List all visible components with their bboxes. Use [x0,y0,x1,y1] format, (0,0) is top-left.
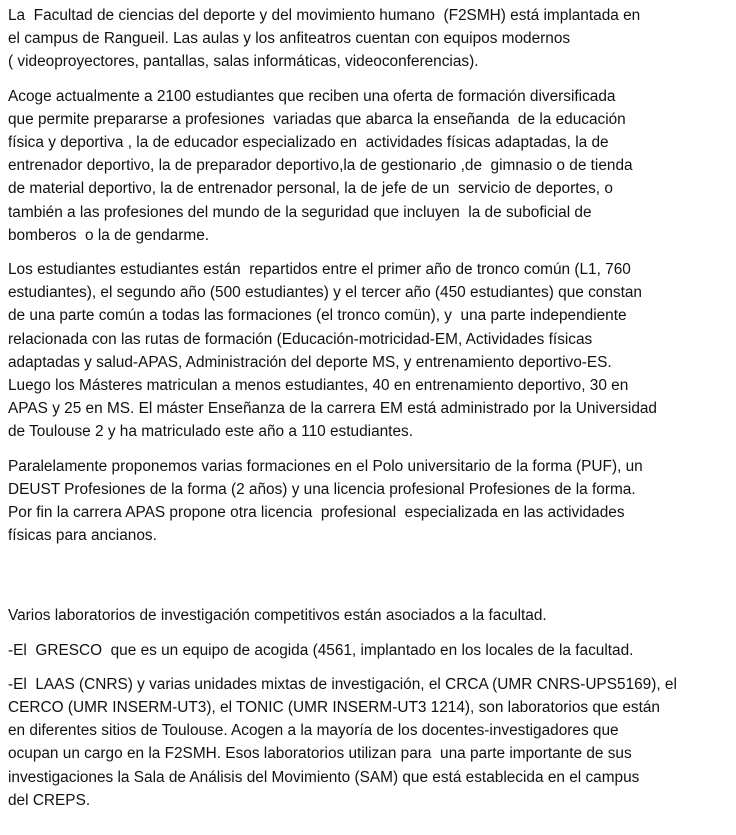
text-line: en diferentes sitios de Toulouse. Acogen a la mayoría de los docentes-investigadores que [8,722,619,740]
text-line: Los estudiantes estudiantes están repartidos entre el primer año de tronco común (L1, 760 [8,261,631,279]
text-line: de Toulouse 2 y ha matriculado este año a 110 estudiantes. [8,423,413,441]
paragraph-intro [8,4,734,74]
text-line: física y deportiva , la de educador especializado en actividades físicas adaptadas, la de [8,134,609,152]
paragraph-laas [8,673,734,812]
paragraph-labs-intro [8,604,734,627]
text-line: relacionada con las rutas de formación (Educación-motricidad-EM, Actividades físicas [8,330,593,348]
text-line: ocupan un cargo en la F2SMH. Esos laboratorios utilizan para una parte importante de sus [8,745,632,763]
text-line: de una parte común a todas las formaciones (el tronco comün), y una parte independiente [8,307,627,325]
text-line: ( videoproyectores, pantallas, salas informáticas, videoconferencias). [8,53,479,71]
text-line: Luego los Másteres matriculan a menos estudiantes, 40 en entrenamiento deportivo, 30 en [8,377,629,395]
blank-space [8,558,734,604]
text-line: entrenador deportivo, la de preparador deportivo,la de gestionario ,de gimnasio o de tienda [8,157,633,175]
text-line: que permite prepararse a profesiones variadas que abarca la enseñanda de la educación [8,110,626,128]
text-line: La Facultad de ciencias del deporte y del movimiento humano (F2SMH) está implantada en [8,7,641,24]
text-line: DEUST Profesiones de la forma (2 años) y una licencia profesional Profesiones de la forma. [8,480,636,498]
text-line: -El GRESCO que es un equipo de acogida (4561, implantado en los locales de la facultad. [8,641,634,659]
paragraph-gresco [8,639,734,662]
text-line: -El LAAS (CNRS) y varias unidades mixtas de investigación, el CRCA (UMR CNRS-UPS5169), el [8,675,677,693]
paragraph-students [8,85,734,247]
text-line: Varios laboratorios de investigación competitivos están asociados a la facultad. [8,607,547,625]
text-line: de material deportivo, la de entrenador personal, la de jefe de un servicio de deportes, o [8,180,613,198]
text-line: adaptadas y salud-APAS, Administración del deporte MS, y entrenamiento deportivo-ES. [8,353,612,371]
text-line: Por fin la carrera APAS propone otra licencia profesional especializada en las actividades [8,504,625,522]
paragraph-distribution [8,258,734,444]
text-line: Paralelamente proponemos varias formaciones en el Polo universitario de la forma (PUF), un [8,457,643,475]
text-line: el campus de Rangueil. Las aulas y los anfiteatros cuentan con equipos modernos [8,30,571,48]
text-line: del CREPS. [8,791,91,809]
paragraph-other-programs [8,455,734,548]
text-line: Acoge actualmente a 2100 estudiantes que reciben una oferta de formación diversificada [8,87,616,105]
text-line: bomberos o la de gendarme. [8,226,210,244]
text-line: también a las profesiones del mundo de la seguridad que incluyen la de suboficial de [8,203,592,221]
text-line: CERCO (UMR INSERM-UT3), el TONIC (UMR INSERM-UT3 1214), son laboratorios que están [8,699,660,717]
text-line: físicas para ancianos. [8,527,157,545]
text-line: APAS y 25 en MS. El máster Enseñanza de la carrera EM está administrado por la Universidad [8,400,657,418]
text-line: estudiantes), el segundo año (500 estudiantes) y el tercer año (450 estudiantes) que constan [8,284,642,302]
document-body [8,4,734,823]
text-line: investigaciones la Sala de Análisis del Movimiento (SAM) que está establecida en el campus [8,768,640,786]
